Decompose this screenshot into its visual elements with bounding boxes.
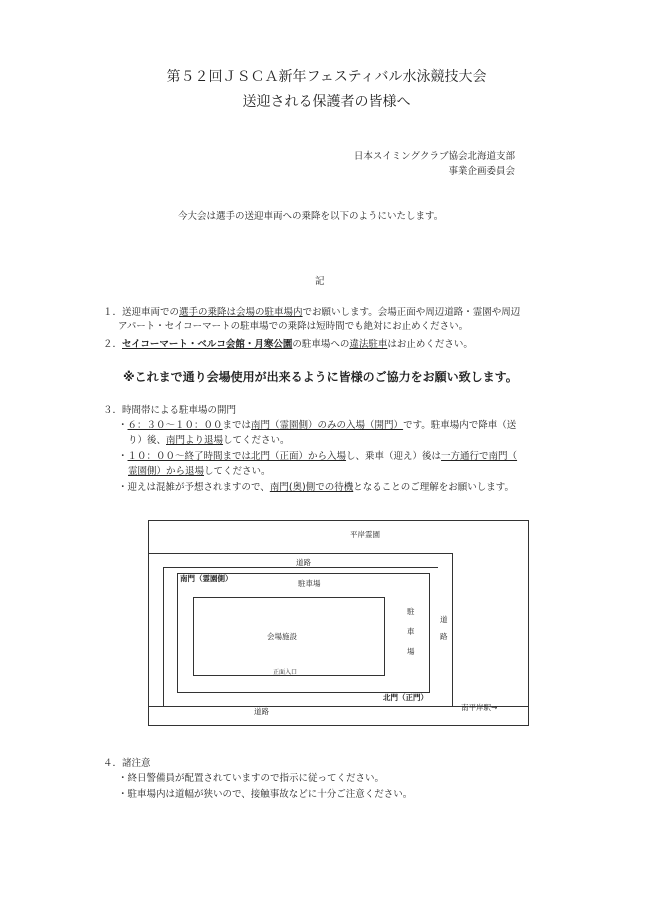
org-name: 日本スイミングクラブ協会北海道支部 [353,151,515,162]
item-3-b2-line2b: してください。 [204,466,271,477]
map-road-top-line [148,553,453,554]
item-1-number: １． [103,307,123,318]
map-parking-right-1: 駐 [407,607,415,616]
item-3-b3-u: 南門(奥)側での待機 [269,482,354,493]
item-4-bullet-2: ・駐車場内は道幅が狭いので、接触事故などに十分ご注意ください。 [118,789,413,800]
item-4-bullet-1: ・終日警備員が配置されていますので指示に従ってください。 [118,773,385,784]
map-north-gate-label: 北門（正門） [383,693,428,702]
map-parking-right-2: 車 [407,627,415,636]
item-2-suffix: はお止めください。 [387,339,473,350]
item-3-b3-text2: となることのご理解をお願いします。 [353,482,514,493]
item-3-b2-time: １０：００～終了時間までは北門（正面）から入場 [127,451,347,462]
map-road-right-2: 路 [440,632,448,641]
item-3-heading: ３．時間帯による駐車場の開門 [103,405,237,416]
item-3-b2-oneway: 一方通行で南門（ [441,451,518,462]
item-3-bullet-2-line-2 [128,465,271,479]
map-road-top-label: 道路 [296,558,311,567]
org-committee: 事業企画委員会 [448,166,515,177]
item-3-b2-bullet: ・ [118,451,128,462]
item-3-b1-time: ６：３０～１０：００ [127,420,223,431]
item-3-b2-text1: し、乗車（迎え）後は [346,451,442,462]
title-line-1: 第５２回ＪＳＣＡ新年フェスティバル水泳競技大会 [166,69,487,85]
map-entrance-label: 正面入口 [273,669,298,676]
notice-text: ※これまで通り会場使用が出来るように皆様のご協力をお願い致します。 [123,370,518,384]
intro-text: 今大会は選手の送迎車両への乗降を以下のようにいたします。 [178,211,444,222]
item-3-bullet-1-line-2 [128,434,290,448]
item-2-number: ２． [103,339,123,350]
item-3-bullet-2-line-1 [118,450,517,464]
map-road-right-line [452,553,453,706]
item-3-bullet-1-line-1 [118,419,516,433]
item-1-prefix: 送迎車両での [122,307,180,318]
item-4-heading: ４．諸注意 [103,758,151,769]
item-2-middle: の駐車場への [292,339,350,350]
item-3-bullet-3 [118,481,514,495]
item-1-suffix: でお願いします。会場正面や周辺道路・霊園や周辺 [302,307,521,318]
item-3-b1-gate: 南門（霊園側）のみの入場（開門） [251,420,404,431]
map-facility-label: 会場施設 [267,632,297,641]
item-1-underlined: 選手の乗降は会場の駐車場内 [179,307,303,318]
map-road-right-1: 道 [440,615,448,624]
map-parking-right-3: 場 [407,647,415,656]
map-parking-top-label: 駐車場 [298,579,321,588]
item-3-b2-line2u: 霊園側）から退場 [128,466,205,477]
item-2-bold: セイコーマート・ベルコ会館・月寒公園 [122,339,293,350]
item-2-underlined: 違法駐車 [349,339,388,350]
title-line-2: 送迎される保護者の皆様へ [242,94,411,110]
map-station-label: 南平岸駅→ [461,703,498,712]
item-3-b1-line2a: り）後、 [128,435,167,446]
ki-heading: 記 [315,276,325,287]
item-3-b1-text1: までは [222,420,252,431]
item-3-b1-bullet: ・ [118,420,128,431]
item-1-line-1 [103,306,520,320]
item-3-b3-text1: ・迎えは混雑が予想されますので、 [118,482,270,493]
item-3-b1-text2: です。駐車場内で降車（送 [403,420,517,431]
item-1-line-2: アパート・セイコーマートの駐車場での乗降は短時間でも絶対にお止めください。 [118,321,469,332]
item-2-line [103,338,473,352]
item-3-b1-line2b: してください。 [223,435,290,446]
map-road-bottom-label: 道路 [254,707,269,716]
map-cemetery-label: 平岸霊園 [350,530,380,539]
map-road-bottom-line [148,706,453,707]
item-3-b1-line2u: 南門より退場 [166,435,224,446]
map-south-gate-label: 南門（霊園側） [180,574,233,583]
